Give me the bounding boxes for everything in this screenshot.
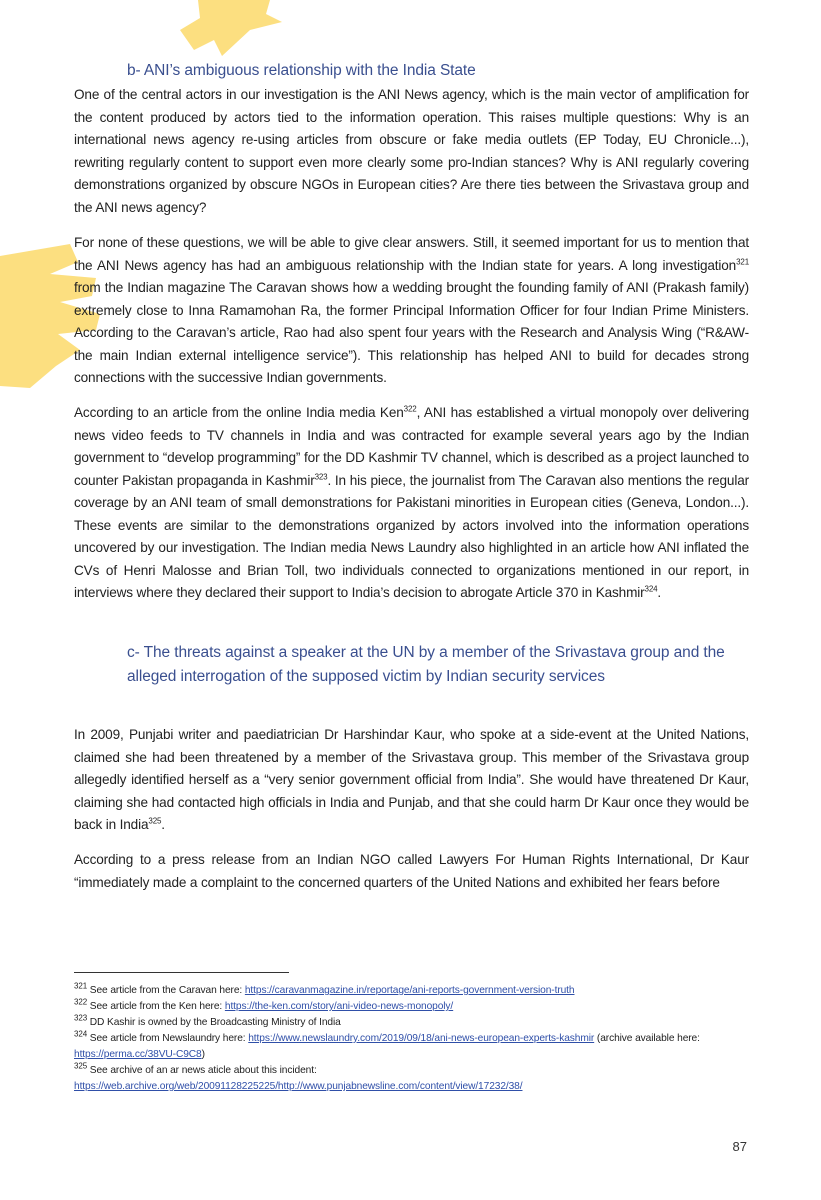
section-c-heading-line2: alleged interrogation of the supposed victim by Indian security services bbox=[127, 668, 605, 685]
footnote-link[interactable]: https://perma.cc/38VU-C9C8 bbox=[74, 1049, 202, 1060]
highlight-mark-top bbox=[170, 0, 290, 62]
section-b-heading: b- ANI’s ambiguous relationship with the India State bbox=[127, 62, 476, 79]
paragraph: According to a press release from an Indian NGO called Lawyers For Human Rights International, Dr Kaur “immediately made a complaint to the concerned quarters of the United Nations and exhibited her fears before bbox=[74, 852, 749, 890]
footnotes bbox=[74, 983, 754, 1095]
paragraph: For none of these questions, we will be able to give clear answers. Still, it seemed important for us to mention that the ANI News agency has had an ambiguous relationship with the Indian state for years. A long investigation$^{321}$ from the Indian magazine The Caravan shows how a wedding brought the founding family of ANI (Prakash family) extremely close to Inna Ramamohan Ra, the former Principal Information Officer for four Indian Prime Ministers. According to the Caravan’s article, Rao had also spent four years with the Research and Analysis Wing (“R&AW- the main Indian external intelligence service”). This relationship has helped ANI to build for decades strong connections with the successive Indian governments. bbox=[74, 235, 749, 385]
section-c-heading-line1: c- The threats against a speaker at the UN by a member of the Srivastava group and the bbox=[127, 644, 725, 661]
footnote-322: $^{322}$ See article from the Ken here: https://the-ken.com/story/ani-video-news-monopoly/ bbox=[74, 997, 454, 1012]
footnote-divider bbox=[74, 972, 289, 973]
page-number: 87 bbox=[732, 1139, 747, 1154]
footnote-ref[interactable]: 321 bbox=[736, 256, 749, 266]
footnote-324: $^{324}$ See article from Newslaundry here: https://www.newslaundry.com/2019/09/18/ani-news-european-experts-kashmir (archive available here: https://perma.cc/38VU-C9C8) bbox=[74, 1029, 700, 1060]
footnote-link[interactable]: https://www.newslaundry.com/2019/09/18/ani-news-european-experts-kashmir bbox=[248, 1033, 595, 1044]
footnote-link[interactable]: https://web.archive.org/web/20091128225225/http://www.punjabnewsline.com/content/view/17232/38/ bbox=[74, 1081, 523, 1092]
footnote-ref[interactable]: 325 bbox=[148, 816, 162, 826]
footnote-ref[interactable]: 322 bbox=[403, 404, 417, 414]
footnote-link[interactable]: https://the-ken.com/story/ani-video-news-monopoly/ bbox=[224, 1001, 454, 1012]
paragraph: According to an article from the online India media Ken$^{322}$, ANI has established a virtual monopoly over delivering news video feeds to TV channels in India and was contracted for example several years ago by the Indian government to “develop programming” for the DD Kashmir TV channel, which is described as a project launched to counter Pakistan propaganda in Kashmir$^{323}$. In his piece, the journalist from The Caravan also mentions the regular coverage by an ANI team of small demonstrations for Pakistani minorities in European cities (Geneva, London...). These events are similar to the demonstrations organized by actors involved into the information operations uncovered by our investigation. The Indian media News Laundry also highlighted in an article how ANI inflated the CVs of Henri Malosse and Brian Toll, two individuals connected to organizations mentioned in our report, in interviews where they declared their support to India’s decision to abrogate Article 370 in Kashmir$^{324}$. bbox=[74, 404, 750, 600]
footnote-325: $^{325}$ See archive of an ar news aticle about this incident: https://web.archive.org/web/20091128225225/http://www.punjabnewsline.com/content/view/17232/38/ bbox=[74, 1061, 523, 1092]
footnote-323: $^{323}$ DD Kashir is owned by the Broadcasting Ministry of India bbox=[74, 1013, 341, 1028]
footnote-link[interactable]: https://caravanmagazine.in/reportage/ani-reports-government-version-truth bbox=[244, 985, 575, 996]
paragraph: In 2009, Punjabi writer and paediatrician Dr Harshindar Kaur, who spoke at a side-event at the United Nations, claimed she had been threatened by a member of the Srivastava group. This member of the Srivastava group allegedly identified herself as a “very senior government official from India”. She would have threatened Dr Kaur, claiming she had contacted high officials in India and Punjab, and that she could harm Dr Kaur once they would be back in India$^{325}$. bbox=[74, 727, 749, 832]
footnote-ref[interactable]: 323 bbox=[314, 471, 328, 481]
footnote-ref[interactable]: 324 bbox=[644, 584, 658, 594]
footnote-321: $^{321}$ See article from the Caravan here: https://caravanmagazine.in/reportage/ani-reports-government-version-truth bbox=[74, 981, 575, 996]
paragraph: One of the central actors in our investigation is the ANI News agency, which is the main vector of amplification for the content produced by actors tied to the information operation. This raises multiple questions: Why is an international news agency re-using articles from obscure or fake media outlets (EP Today, EU Chronicle...), rewriting regularly content to support even more clearly some pro-Indian stances? Why is ANI regularly covering demonstrations organized by obscure NGOs in European cities? Are there ties between the Srivastava group and the ANI news agency? bbox=[74, 87, 749, 215]
